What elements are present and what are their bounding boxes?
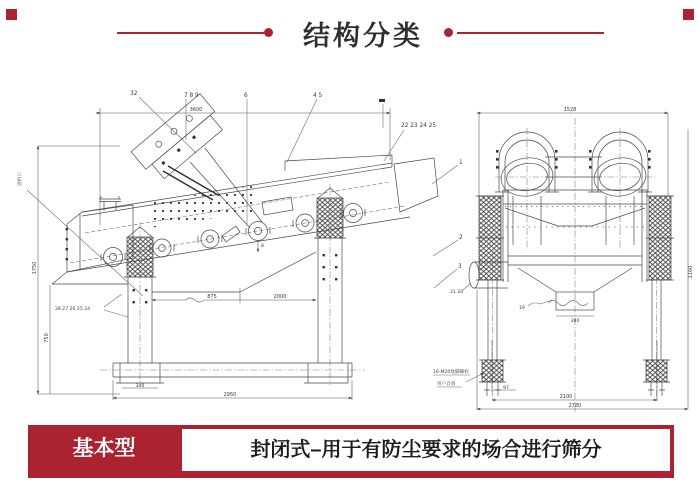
bearing-unit-left: [495, 128, 559, 250]
right-view: [432, 107, 694, 412]
base-feet: [116, 363, 348, 383]
frame-braces: [52, 252, 316, 292]
callout-21-20: 21 20: [450, 290, 464, 295]
dim-total-height: 1750: [32, 261, 38, 275]
type-banner: [28, 425, 674, 478]
top-hood: [285, 155, 392, 171]
screen-body: [67, 155, 438, 272]
dim-rv-top: 1528: [563, 107, 577, 113]
small-top-label: [379, 99, 385, 102]
dim-base: 2950: [223, 392, 237, 398]
callout-2: 2: [459, 235, 463, 241]
anchor-note-1: 16-M20地脚螺栓: [433, 370, 469, 375]
callout-3: 3: [458, 264, 462, 270]
dim-rv-wide: 2780: [568, 403, 582, 409]
left-view: [16, 91, 438, 400]
feed-direction-label: 进料口: [18, 172, 23, 186]
callout-1: 1: [459, 160, 463, 166]
dim-rv-spout: 380: [570, 319, 580, 324]
dim-leg-height: 750: [44, 333, 50, 343]
dim-rv-height: 1160: [688, 265, 694, 279]
callout-7-8-9: 7 8 9: [184, 93, 199, 99]
callout-4-5: 4 5: [313, 93, 323, 99]
discharge-chute: [394, 158, 438, 212]
dim-top-length: 3600: [189, 107, 203, 113]
dim-angle: 8: [261, 244, 264, 249]
callout-6: 6: [244, 93, 248, 99]
type-label: 基本型: [72, 437, 136, 460]
inspection-door: [262, 197, 293, 215]
left-view-dimensions: [32, 107, 390, 400]
anchor-bolts: [484, 382, 665, 396]
callout-28-24: 28 27 26 25 24: [55, 307, 91, 312]
connecting-beam: [545, 157, 602, 177]
side-outlet: [469, 262, 479, 288]
page-title: 结构分类: [303, 21, 423, 51]
dim-rv-mid: 2100: [559, 394, 573, 400]
callout-19: 19: [519, 306, 525, 311]
anchor-note-2: 用户自备: [437, 382, 456, 387]
dim-foot: 340: [135, 384, 145, 389]
feed-box: [66, 196, 133, 272]
bearing-unit-right: [588, 128, 652, 250]
callout-32: 32: [130, 91, 138, 97]
dim-mid1: 875: [207, 294, 217, 300]
callout-22-25: 22 23 24 25: [401, 123, 437, 129]
dim-rv-small: 97: [503, 386, 509, 391]
type-description: 封闭式–用于有防尘要求的场合进行筛分: [180, 427, 672, 473]
dim-mid2: 2000: [273, 294, 287, 300]
